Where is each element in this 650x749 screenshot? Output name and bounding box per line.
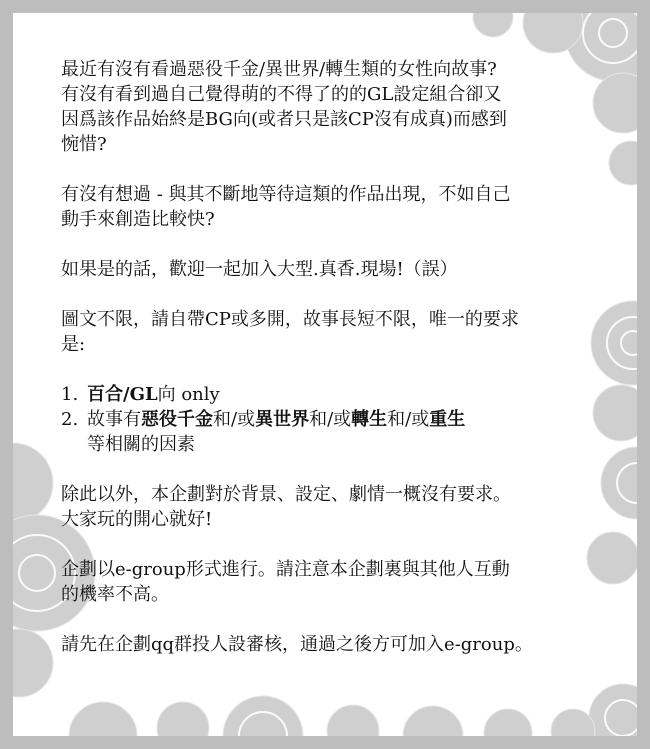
- question-paragraph: [61, 182, 601, 232]
- lace-flower-bottom: [69, 696, 532, 736]
- freedom-line-1: 除此以外，本企劃對於背景、設定、劇情一概沒有要求。: [61, 484, 511, 505]
- intro-line-4: 惋惜?: [61, 134, 107, 155]
- separator-1: 和/或: [213, 409, 256, 430]
- paper-frame: [13, 13, 637, 736]
- format-line-2: 的機率不高。: [61, 584, 169, 605]
- rules-paragraph: [61, 307, 601, 357]
- separator-3: 和/或: [387, 409, 430, 430]
- requirement-item-2: [61, 407, 601, 457]
- intro-line-2: 有沒有看到過自己覺得萌的不得了的的GL設定組合卻又: [61, 84, 502, 105]
- intro-line-1: 最近有沒有看過惡役千金/異世界/轉生類的女性向故事?: [61, 59, 497, 80]
- join-paragraph: 請先在企劃qq群投人設審核，通過之後方可加入e-group。: [61, 634, 533, 655]
- requirement-number-1: 1.: [61, 384, 79, 405]
- tag-villainess: 惡役千金: [141, 409, 213, 430]
- intro-line-3: 因爲該作品始終是BG向(或者只是該CP沒有成真)而感到: [61, 109, 507, 130]
- requirements-list: [61, 382, 601, 457]
- format-paragraph: [61, 557, 601, 607]
- freedom-paragraph: [61, 482, 601, 532]
- requirement-number-2: 2.: [61, 409, 79, 430]
- separator-2: 和/或: [309, 409, 352, 430]
- requirement-gl-tag: 百合/GL: [87, 384, 158, 405]
- intro-paragraph: [61, 57, 601, 157]
- lace-flower-bottom-right: [551, 684, 637, 736]
- invite-paragraph: 如果是的話，歡迎一起加入大型.真香.現場!（誤）: [61, 259, 458, 280]
- announcement-text: [61, 57, 601, 657]
- question-line-1: 有沒有想過 - 與其不斷地等待這類的作品出現，不如自己: [61, 184, 511, 205]
- freedom-line-2: 大家玩的開心就好!: [61, 509, 213, 530]
- rules-line-1: 圖文不限，請自帶CP或多開，故事長短不限，唯一的要求: [61, 309, 519, 330]
- requirement-2-line-2: 等相關的因素: [87, 434, 195, 455]
- requirement-item-1: [61, 382, 601, 407]
- requirement-2-lead: 故事有: [87, 409, 141, 430]
- tag-rebirth: 重生: [429, 409, 466, 430]
- rules-line-2: 是:: [61, 334, 86, 355]
- tag-isekai: 異世界: [255, 409, 310, 430]
- format-line-1: 企劃以e-group形式進行。請注意本企劃裏與其他人互動: [61, 559, 510, 580]
- requirement-1-rest: 向 only: [157, 384, 220, 405]
- tag-transmigration: 轉生: [351, 409, 388, 430]
- question-line-2: 動手來創造比較快?: [61, 209, 215, 230]
